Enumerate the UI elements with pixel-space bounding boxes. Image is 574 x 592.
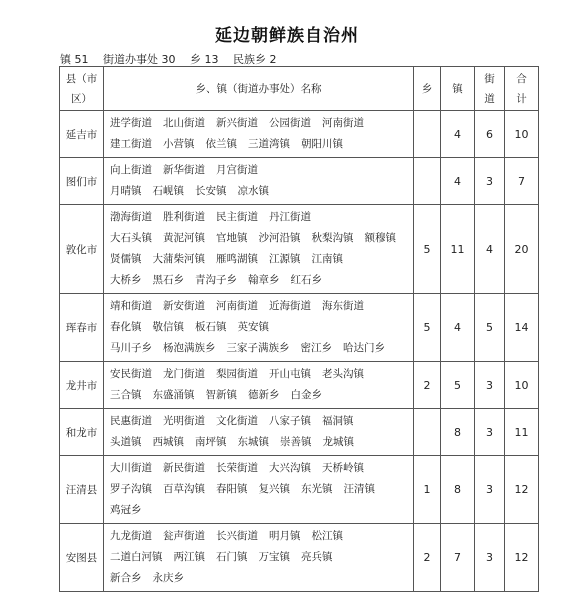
zhen-count: 4 [441, 158, 475, 205]
town-name: 福洞镇 [322, 415, 354, 427]
town-name: 崇善镇 [280, 436, 312, 448]
town-name: 北山街道 [163, 117, 205, 129]
town-name: 南坪镇 [195, 436, 227, 448]
town-name: 亮兵镇 [301, 551, 333, 563]
town-line [110, 228, 407, 249]
table-row [60, 158, 539, 205]
town-name: 大石头镇 [110, 232, 152, 244]
town-name: 海东街道 [322, 300, 364, 312]
town-line [110, 160, 407, 181]
town-name: 永庆乡 [152, 572, 184, 584]
county-name: 龙井市 [60, 362, 104, 409]
table-body [60, 111, 539, 592]
table-row [60, 205, 539, 294]
town-name: 沙河沿镇 [258, 232, 301, 244]
header-jiedao-line1: 街 [484, 72, 495, 85]
town-name: 白金乡 [290, 389, 322, 401]
town-line [110, 181, 407, 202]
xiang-count: 2 [414, 524, 441, 592]
town-name: 江南镇 [311, 253, 343, 265]
town-name: 河南街道 [322, 117, 364, 129]
town-line [110, 364, 407, 385]
town-name: 凉水镇 [237, 185, 269, 197]
header-jiedao-line2: 道 [484, 92, 495, 105]
town-name: 三家子满族乡 [226, 342, 290, 354]
town-line [110, 458, 407, 479]
town-name: 大川街道 [110, 462, 152, 474]
town-name: 文化街道 [216, 415, 258, 427]
town-list [104, 294, 414, 362]
town-name: 贤儒镇 [110, 253, 142, 265]
town-name: 百草沟镇 [163, 483, 205, 495]
town-list [104, 362, 414, 409]
header-county [60, 67, 104, 111]
town-list [104, 456, 414, 524]
town-name: 敬信镇 [152, 321, 184, 333]
jiedao-count: 3 [475, 362, 505, 409]
town-name: 英安镇 [237, 321, 269, 333]
header-county-line2: 区） [71, 92, 92, 105]
town-name: 板石镇 [195, 321, 227, 333]
town-name: 西城镇 [152, 436, 184, 448]
county-name: 汪清县 [60, 456, 104, 524]
jiedao-count: 4 [475, 205, 505, 294]
town-name: 德新乡 [248, 389, 280, 401]
jiedao-count: 6 [475, 111, 505, 158]
zhen-count: 4 [441, 294, 475, 362]
county-name: 珲春市 [60, 294, 104, 362]
town-name: 石门镇 [216, 551, 248, 563]
town-name: 青沟子乡 [195, 274, 237, 286]
town-name: 三合镇 [110, 389, 142, 401]
town-name: 民惠街道 [110, 415, 152, 427]
town-name: 新民街道 [163, 462, 205, 474]
town-name: 建工街道 [110, 138, 152, 150]
header-zhen: 镇 [441, 67, 475, 111]
town-name: 鸡冠乡 [110, 504, 142, 516]
zhen-count: 11 [441, 205, 475, 294]
xiang-count [414, 409, 441, 456]
zhen-count: 7 [441, 524, 475, 592]
town-name: 春阳镇 [216, 483, 248, 495]
town-name: 靖和街道 [110, 300, 152, 312]
county-name: 和龙市 [60, 409, 104, 456]
xiang-count [414, 111, 441, 158]
town-name: 复兴镇 [258, 483, 290, 495]
town-name: 小营镇 [163, 138, 195, 150]
town-name: 雁鸣湖镇 [216, 253, 258, 265]
town-name: 二道白河镇 [110, 551, 163, 563]
town-name: 秋梨沟镇 [311, 232, 354, 244]
xiang-count: 5 [414, 294, 441, 362]
town-name: 密江乡 [300, 342, 332, 354]
total-count: 14 [505, 294, 539, 362]
header-towns: 乡、镇（街道办事处）名称 [104, 67, 414, 111]
town-name: 依兰镇 [205, 138, 237, 150]
town-name: 老头沟镇 [322, 368, 364, 380]
town-name: 大兴沟镇 [269, 462, 311, 474]
town-list [104, 205, 414, 294]
town-name: 长荣街道 [216, 462, 258, 474]
town-list [104, 111, 414, 158]
town-line [110, 338, 407, 359]
town-name: 头道镇 [110, 436, 142, 448]
town-name: 瓮声街道 [163, 530, 205, 542]
table-row [60, 456, 539, 524]
county-name: 敦化市 [60, 205, 104, 294]
town-name: 两江镇 [173, 551, 205, 563]
town-name: 民主街道 [216, 211, 258, 223]
town-list [104, 158, 414, 205]
town-name: 哈达门乡 [343, 342, 385, 354]
town-line [110, 432, 407, 453]
jiedao-count: 3 [475, 409, 505, 456]
xiang-count: 1 [414, 456, 441, 524]
town-name: 长兴街道 [216, 530, 258, 542]
table-row [60, 294, 539, 362]
jiedao-count: 3 [475, 456, 505, 524]
town-name: 胜利街道 [163, 211, 205, 223]
town-name: 杨泡满族乡 [163, 342, 216, 354]
town-line [110, 317, 407, 338]
zhen-count: 8 [441, 456, 475, 524]
town-name: 江源镇 [269, 253, 301, 265]
town-line [110, 249, 407, 270]
town-name: 东光镇 [301, 483, 333, 495]
total-count: 12 [505, 456, 539, 524]
town-line [110, 500, 407, 521]
total-count: 11 [505, 409, 539, 456]
town-line [110, 296, 407, 317]
town-line [110, 479, 407, 500]
jiedao-count: 3 [475, 158, 505, 205]
summary-towns: 镇 51 [60, 53, 89, 66]
jiedao-count: 5 [475, 294, 505, 362]
town-line [110, 547, 407, 568]
town-line [110, 134, 407, 155]
town-name: 近海街道 [269, 300, 311, 312]
town-name: 红石乡 [290, 274, 322, 286]
town-name: 大蒲柴河镇 [152, 253, 205, 265]
header-total [505, 67, 539, 111]
header-county-line1: 县（市 [65, 72, 98, 85]
county-name: 图们市 [60, 158, 104, 205]
town-name: 月宫街道 [216, 164, 258, 176]
town-name: 朝阳川镇 [301, 138, 343, 150]
town-line [110, 113, 407, 134]
town-name: 三道湾镇 [248, 138, 290, 150]
total-count: 10 [505, 111, 539, 158]
town-name: 松江镇 [311, 530, 343, 542]
town-name: 额穆镇 [364, 232, 396, 244]
town-name: 九龙街道 [110, 530, 152, 542]
town-line [110, 526, 407, 547]
total-count: 10 [505, 362, 539, 409]
town-name: 新合乡 [110, 572, 142, 584]
town-line [110, 207, 407, 228]
county-name: 安图县 [60, 524, 104, 592]
town-name: 河南街道 [216, 300, 258, 312]
header-jiedao [475, 67, 505, 111]
town-name: 公园街道 [269, 117, 311, 129]
division-table [59, 66, 539, 592]
table-row [60, 362, 539, 409]
xiang-count: 5 [414, 205, 441, 294]
town-name: 官地镇 [216, 232, 248, 244]
town-name: 光明街道 [163, 415, 205, 427]
zhen-count: 8 [441, 409, 475, 456]
summary-xiang: 乡 13 [190, 53, 219, 66]
page-title: 延边朝鲜族自治州 [215, 26, 359, 46]
town-line [110, 270, 407, 291]
zhen-count: 4 [441, 111, 475, 158]
table-row [60, 409, 539, 456]
town-name: 安民街道 [110, 368, 152, 380]
town-name: 八家子镇 [269, 415, 311, 427]
town-name: 智新镇 [205, 389, 237, 401]
town-name: 黑石乡 [152, 274, 184, 286]
town-name: 明月镇 [269, 530, 301, 542]
town-name: 新安街道 [163, 300, 205, 312]
town-name: 大桥乡 [110, 274, 142, 286]
town-name: 渤海街道 [110, 211, 152, 223]
xiang-count: 2 [414, 362, 441, 409]
town-line [110, 385, 407, 406]
summary-subdistricts: 街道办事处 30 [103, 53, 176, 66]
town-name: 东城镇 [237, 436, 269, 448]
header-xiang: 乡 [414, 67, 441, 111]
town-name: 月晴镇 [110, 185, 142, 197]
town-name: 万宝镇 [258, 551, 290, 563]
town-list [104, 409, 414, 456]
town-name: 春化镇 [110, 321, 142, 333]
table-row [60, 524, 539, 592]
header-total-line2: 计 [516, 92, 527, 105]
town-name: 东盛涌镇 [152, 389, 195, 401]
town-name: 罗子沟镇 [110, 483, 152, 495]
town-name: 新华街道 [163, 164, 205, 176]
summary-ethnic-xiang: 民族乡 2 [233, 53, 277, 66]
total-count: 7 [505, 158, 539, 205]
town-name: 石岘镇 [152, 185, 184, 197]
total-count: 20 [505, 205, 539, 294]
town-name: 进学街道 [110, 117, 152, 129]
summary-line [60, 51, 288, 67]
table-row [60, 111, 539, 158]
town-name: 梨园街道 [216, 368, 258, 380]
town-name: 龙门街道 [163, 368, 205, 380]
town-name: 开山屯镇 [269, 368, 311, 380]
jiedao-count: 3 [475, 524, 505, 592]
town-name: 长安镇 [195, 185, 227, 197]
town-name: 丹江街道 [269, 211, 311, 223]
county-name: 延吉市 [60, 111, 104, 158]
town-list [104, 524, 414, 592]
xiang-count [414, 158, 441, 205]
town-name: 马川子乡 [110, 342, 152, 354]
town-name: 向上街道 [110, 164, 152, 176]
town-name: 新兴街道 [216, 117, 258, 129]
town-name: 汪清镇 [343, 483, 375, 495]
total-count: 12 [505, 524, 539, 592]
town-line [110, 568, 407, 589]
town-line [110, 411, 407, 432]
town-name: 天桥岭镇 [322, 462, 364, 474]
town-name: 龙城镇 [322, 436, 354, 448]
town-name: 翰章乡 [248, 274, 280, 286]
town-name: 黄泥河镇 [163, 232, 205, 244]
zhen-count: 5 [441, 362, 475, 409]
header-total-line1: 合 [516, 72, 527, 85]
header-row [60, 67, 539, 111]
